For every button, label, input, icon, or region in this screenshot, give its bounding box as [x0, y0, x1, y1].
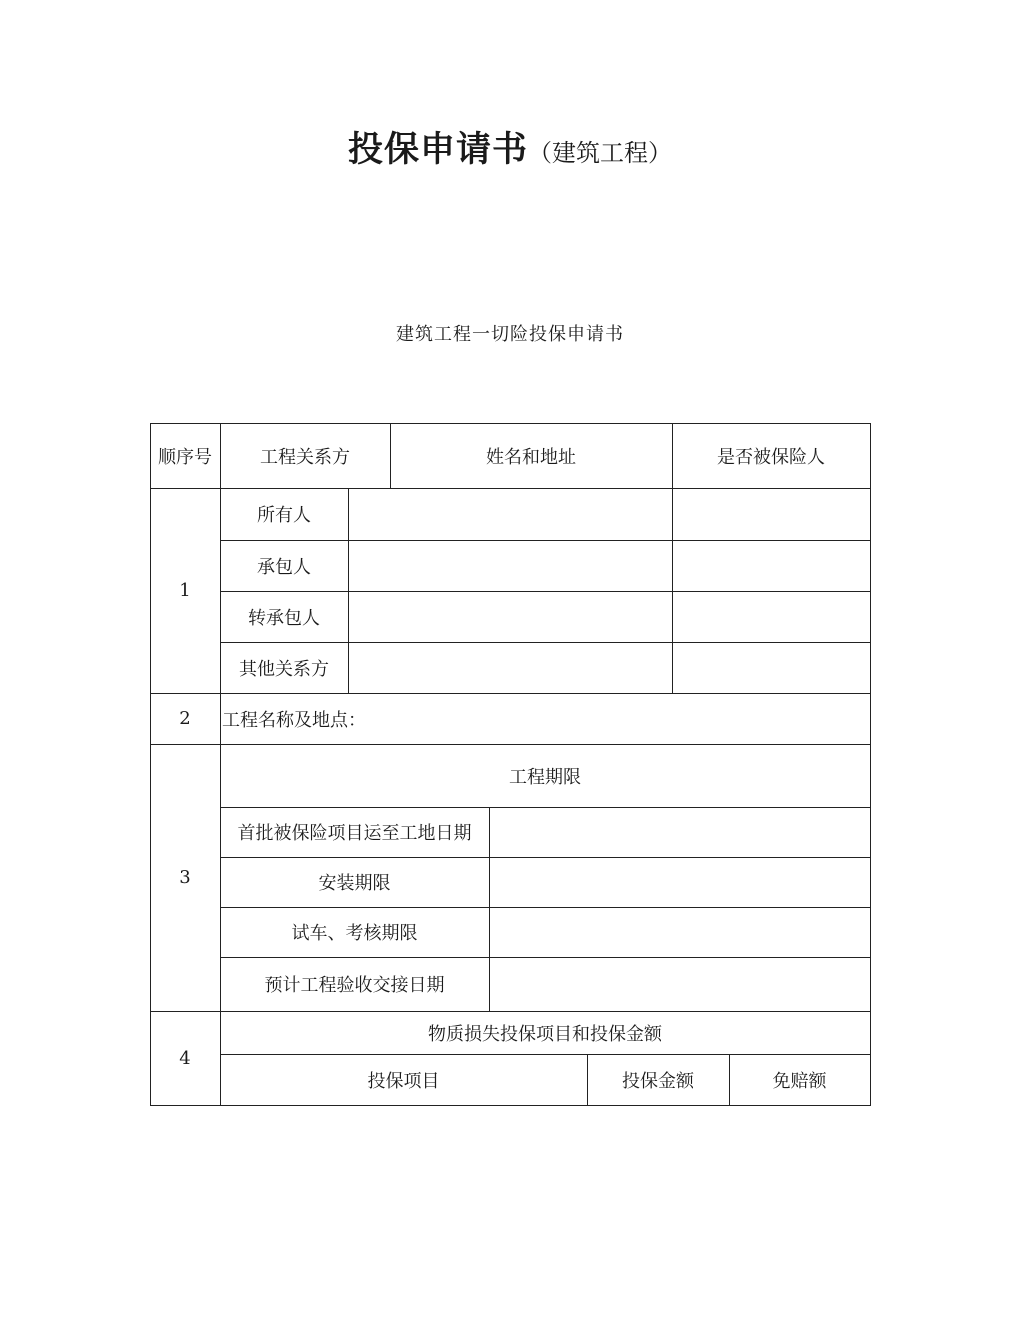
owner-name-address-field[interactable] — [349, 489, 672, 540]
subcontractor-insured-field[interactable] — [673, 592, 870, 642]
handover-date-field[interactable] — [490, 958, 870, 1011]
deductible-column: 免赔额 — [772, 1070, 827, 1092]
header-name-address: 姓名和地址 — [486, 446, 576, 468]
project-name-location-label: 工程名称及地点： — [222, 709, 366, 731]
owner-insured-field[interactable] — [673, 489, 870, 540]
installation-period-field[interactable] — [490, 858, 870, 907]
material-loss-heading: 物质损失投保项目和投保金额 — [428, 1023, 662, 1045]
section-2-number: 2 — [179, 708, 191, 729]
first-delivery-date-label: 首批被保险项目运至工地日期 — [237, 823, 472, 844]
header-insured: 是否被保险人 — [717, 446, 825, 468]
party-other: 其他关系方 — [239, 658, 329, 680]
other-insured-field[interactable] — [673, 643, 870, 693]
section-4-number: 4 — [179, 1047, 191, 1069]
section-3-number: 3 — [179, 867, 191, 888]
table-border-right — [870, 423, 871, 1106]
contractor-insured-field[interactable] — [673, 541, 870, 591]
header-party: 工程关系方 — [260, 446, 350, 468]
test-run-period-label: 试车、考核期限 — [291, 923, 418, 944]
title-main: 投保申请书 — [347, 130, 528, 170]
party-owner: 所有人 — [257, 505, 311, 526]
other-name-address-field[interactable] — [349, 643, 672, 693]
form-subtitle: 建筑工程一切险投保申请书 — [396, 324, 624, 345]
project-period-heading: 工程期限 — [509, 766, 581, 788]
party-subcontractor: 转承包人 — [248, 607, 320, 629]
installation-period-label: 安装期限 — [318, 873, 391, 894]
title-sub: （建筑工程） — [528, 139, 672, 167]
header-seq: 顺序号 — [158, 446, 212, 468]
contractor-name-address-field[interactable] — [349, 541, 672, 591]
document-title — [0, 122, 1020, 172]
party-contractor: 承包人 — [257, 556, 311, 578]
first-delivery-date-field[interactable] — [490, 808, 870, 857]
subcontractor-name-address-field[interactable] — [349, 592, 672, 642]
section-1-number: 1 — [179, 580, 191, 601]
table-border-bottom — [150, 1105, 871, 1106]
sum-insured-column: 投保金额 — [622, 1070, 694, 1092]
handover-date-label: 预计工程验收交接日期 — [264, 975, 445, 996]
test-run-period-field[interactable] — [490, 908, 870, 957]
insured-item-column: 投保项目 — [367, 1070, 440, 1092]
